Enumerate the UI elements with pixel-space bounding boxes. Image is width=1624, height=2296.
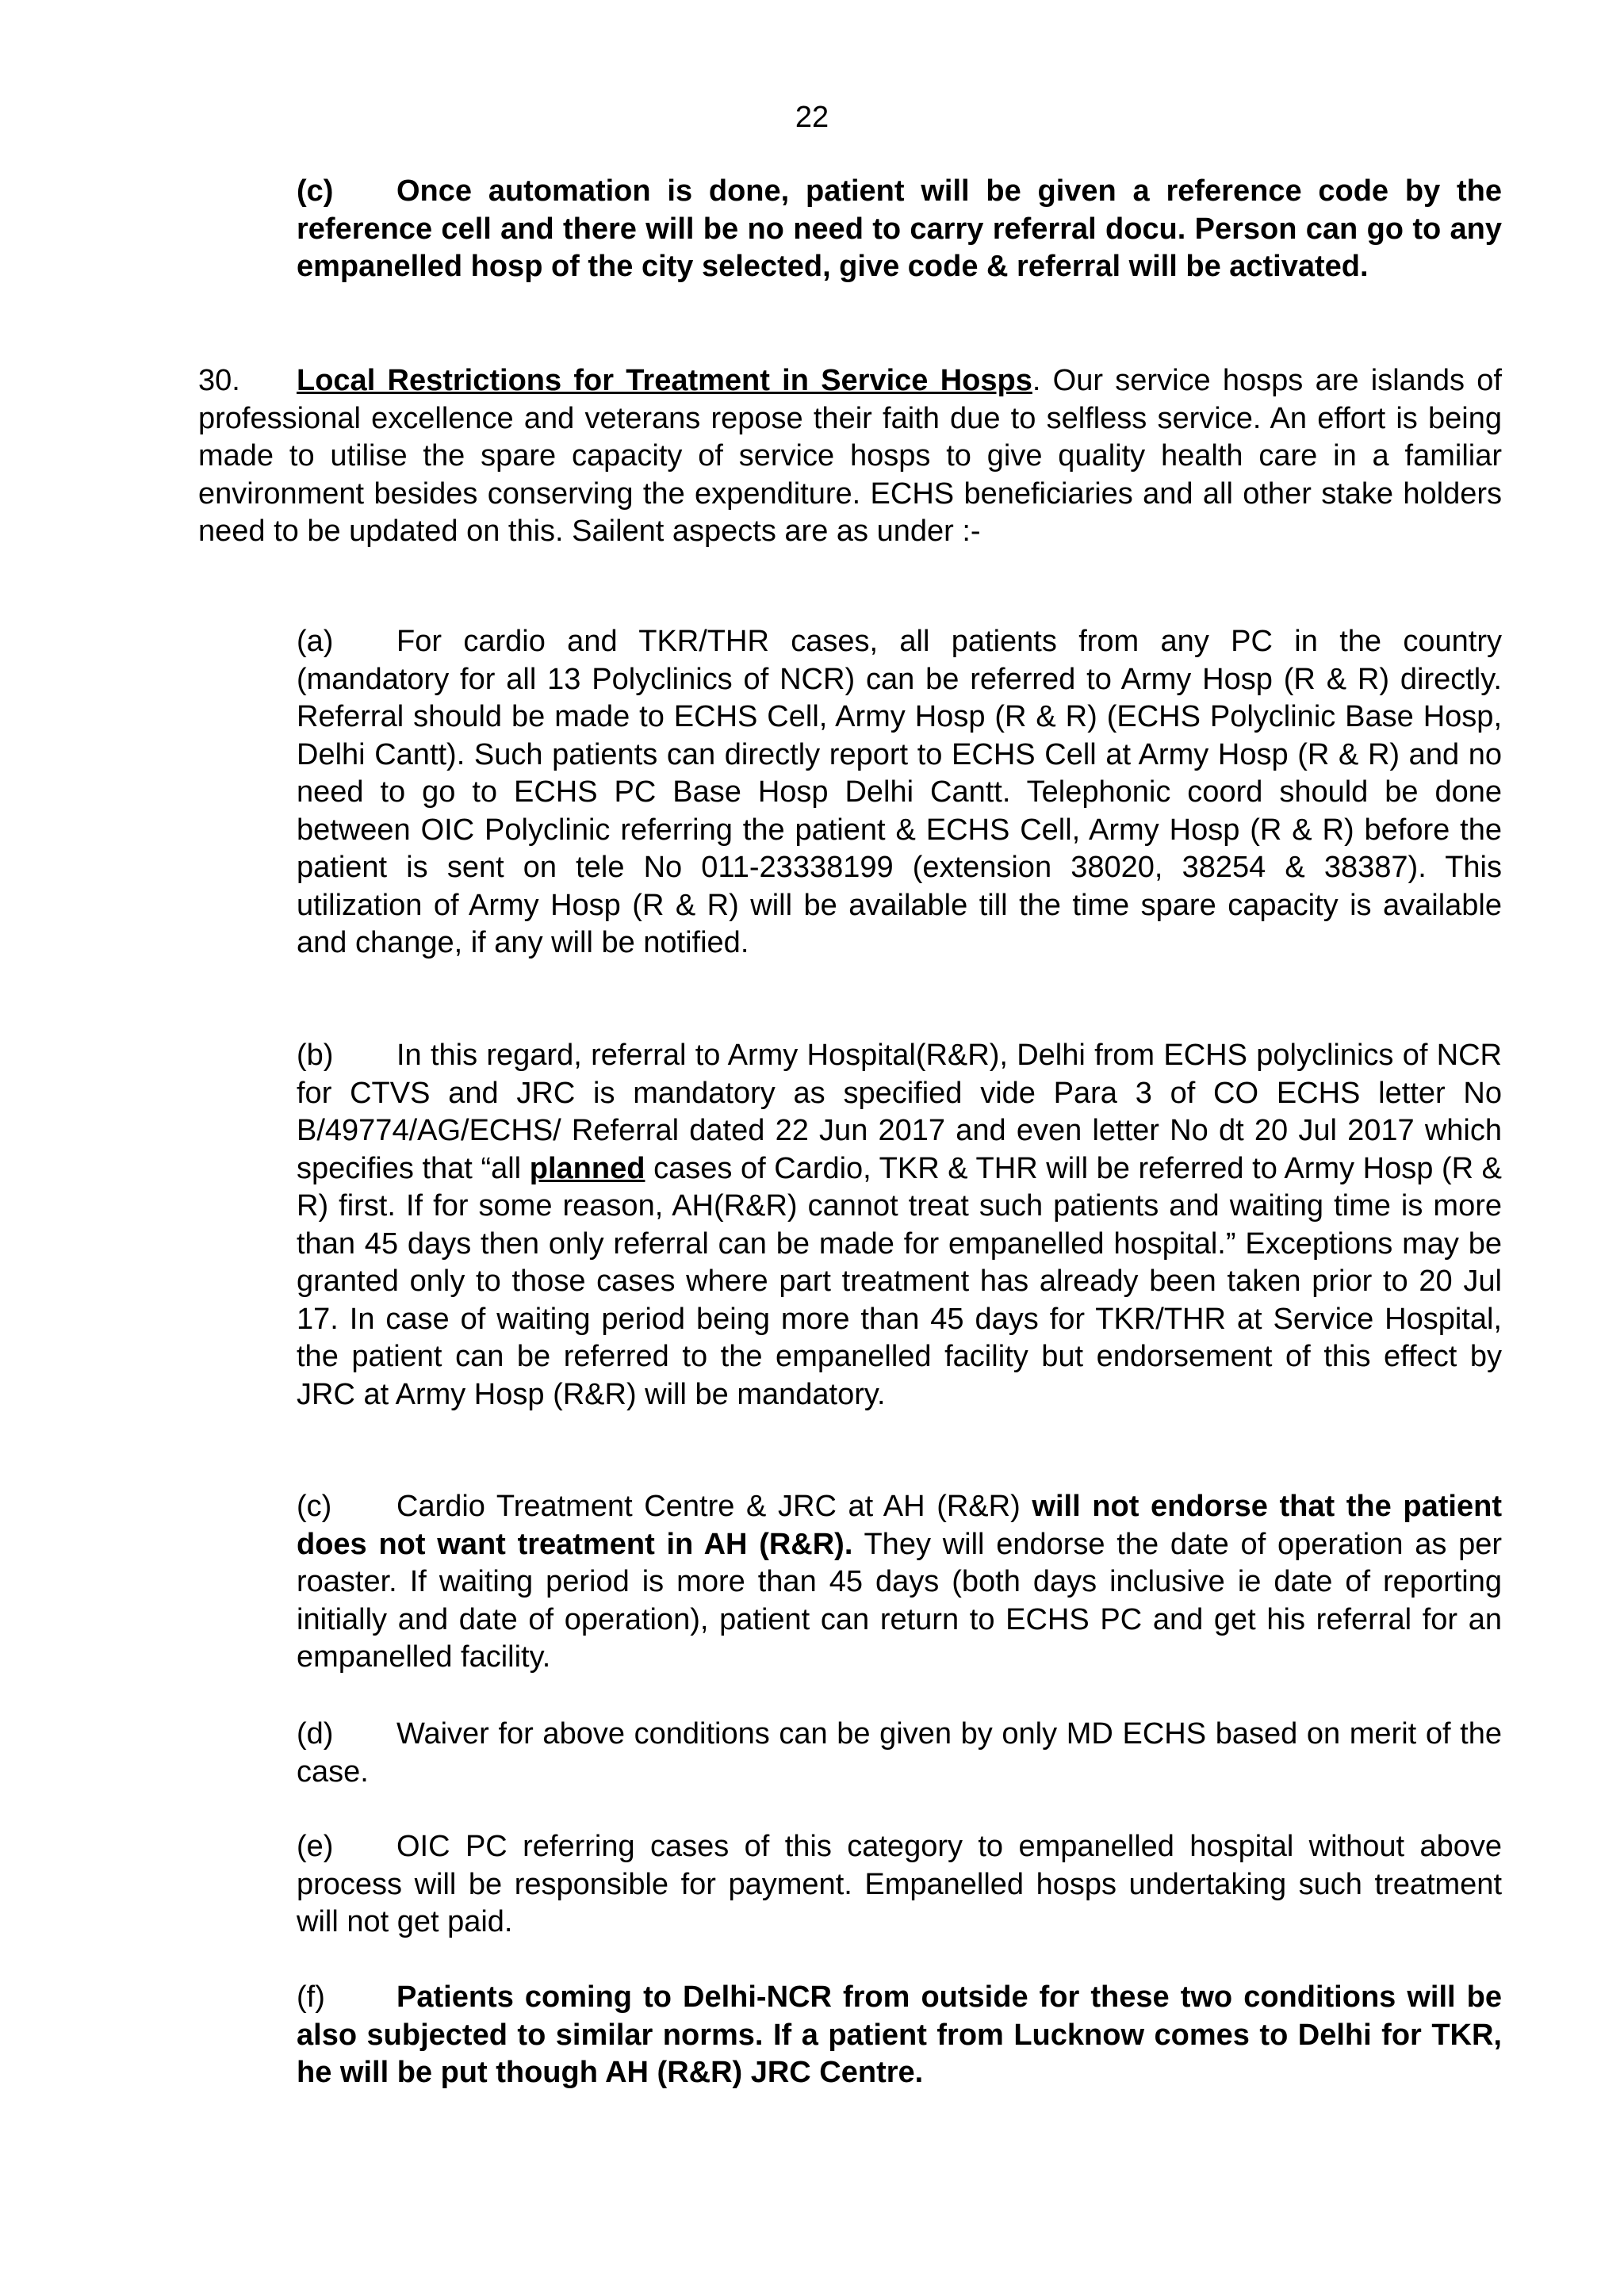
paragraph-text: Waiver for above conditions can be given by only MD ECHS based on merit of the case. [297, 1717, 1502, 1789]
paragraph-label: (e) [297, 1830, 334, 1863]
page-number: 22 [795, 101, 829, 134]
paragraph-30d [297, 1716, 1502, 1791]
section-heading: Local Restrictions for Treatment in Service Hosps [297, 364, 1032, 397]
paragraph-text: OIC PC referring cases of this category to empanelled hospital without above process will be responsible for payment. Empanelled hosps undertaking such treatment will not get paid. [297, 1830, 1502, 1938]
paragraph-30c [297, 1488, 1502, 1677]
paragraph-label: (c) [297, 1490, 332, 1523]
paragraph-text: Once automation is done, patient will be given a reference code by the reference cell and there will be no need to carry referral docu. Person can go to any empanelled hosp of the city selected, give code & referral will be activated. [297, 174, 1502, 283]
paragraph-29c [297, 173, 1502, 286]
paragraph-number: 30. [198, 364, 240, 397]
paragraph-label: (a) [297, 625, 334, 658]
paragraph-text-continued: They will endorse the date of operation as per roaster. If waiting period is more than 45 days (both days inclusive ie date of reporting initially and date of operation), patient can return to ECHS PC and get his referral for an empanelled facility. [297, 1527, 1502, 1674]
paragraph-text: For cardio and TKR/THR cases, all patients from any PC in the country (mandatory for all 13 Polyclinics of NCR) can be referred to Army Hosp (R & R) directly. Referral should be made to ECHS Cell, Army Hosp (R & R) (ECHS Polyclinic Base Hosp, Delhi Cantt). Such patients can directly report to ECHS Cell at Army Hosp (R & R) and no need to go to ECHS PC Base Hosp Delhi Cantt. Telephonic coord should be done between OIC Polyclinic referring the patient & ECHS Cell, Army Hosp (R & R) before the patient is sent on tele No 011-23338199 (extension 38020, 38254 & 38387). This utilization of Army Hosp (R & R) will be available till the time spare capacity is available and change, if any will be notified. [297, 625, 1502, 959]
paragraph-30: 30. Local Restrictions for Treatment in Service Hosps. Our service hosps are islands of professional excellence and veterans repose their faith due to selfless service. An effort is being made to utilise the spare capacity of service hosps to give quality health care in a familiar environment besides conserving the expenditure. ECHS beneficiaries and all other stake holders need to be updated on this. Sailent aspects are as under :- [198, 364, 1502, 548]
paragraph-text-continued: cases of Cardio, TKR & THR will be referred to Army Hosp (R & R) first. If for some reason, AH(R&R) cannot treat such patients and waiting time is more than 45 days then only referral can be made for empanelled hospital.” Exceptions may be granted only to those cases where part treatment has already been taken prior to 20 Jul 17. In case of waiting period being more than 45 days for TKR/THR at Service Hospital, the patient can be referred to the empanelled facility but endorsement of this effect by JRC at Army Hosp (R&R) will be mandatory. [297, 1151, 1503, 1411]
paragraph-label: (b) [297, 1039, 334, 1072]
paragraph-text: Our service hosps are islands of professional excellence and veterans repose their faith due to selfless service. An effort is being made to utilise the spare capacity of service hosps to give quality health care in a familiar environment besides conserving the expenditure. ECHS beneficiaries and all other stake holders need to be updated on this. Sailent aspects are as under :- [198, 364, 1502, 548]
paragraph-label: (c) [297, 174, 334, 208]
paragraph-text: In this regard, referral to Army Hospital(R&R), Delhi from ECHS polyclinics of NCR for CTVS and JRC is mandatory as specified vide Para 3 of CO ECHS letter No B/49774/AG/ECHS/ Referral dated 22 Jun 2017 and even letter No dt 20 Jul 2017 which specifies that “all [297, 1039, 1502, 1185]
paragraph-text: Cardio Treatment Centre & JRC at AH (R&R) [396, 1490, 1021, 1523]
paragraph-label: (f) [297, 1980, 325, 2014]
paragraph-30e [297, 1828, 1502, 1942]
emphasis-text: will not endorse that the patient does not want treatment in AH (R&R). [297, 1490, 1502, 1561]
paragraph-30f [297, 1979, 1502, 2092]
emphasis-planned: planned [529, 1151, 645, 1185]
paragraph-text: Patients coming to Delhi-NCR from outside for these two conditions will be also subjected to similar norms. If a patient from Lucknow comes to Delhi for TKR, he will be put though AH (R&R) JRC Centre. [297, 1980, 1502, 2089]
paragraph-30b [297, 1037, 1502, 1414]
paragraph-30a [297, 623, 1502, 962]
paragraph-label: (d) [297, 1717, 334, 1751]
